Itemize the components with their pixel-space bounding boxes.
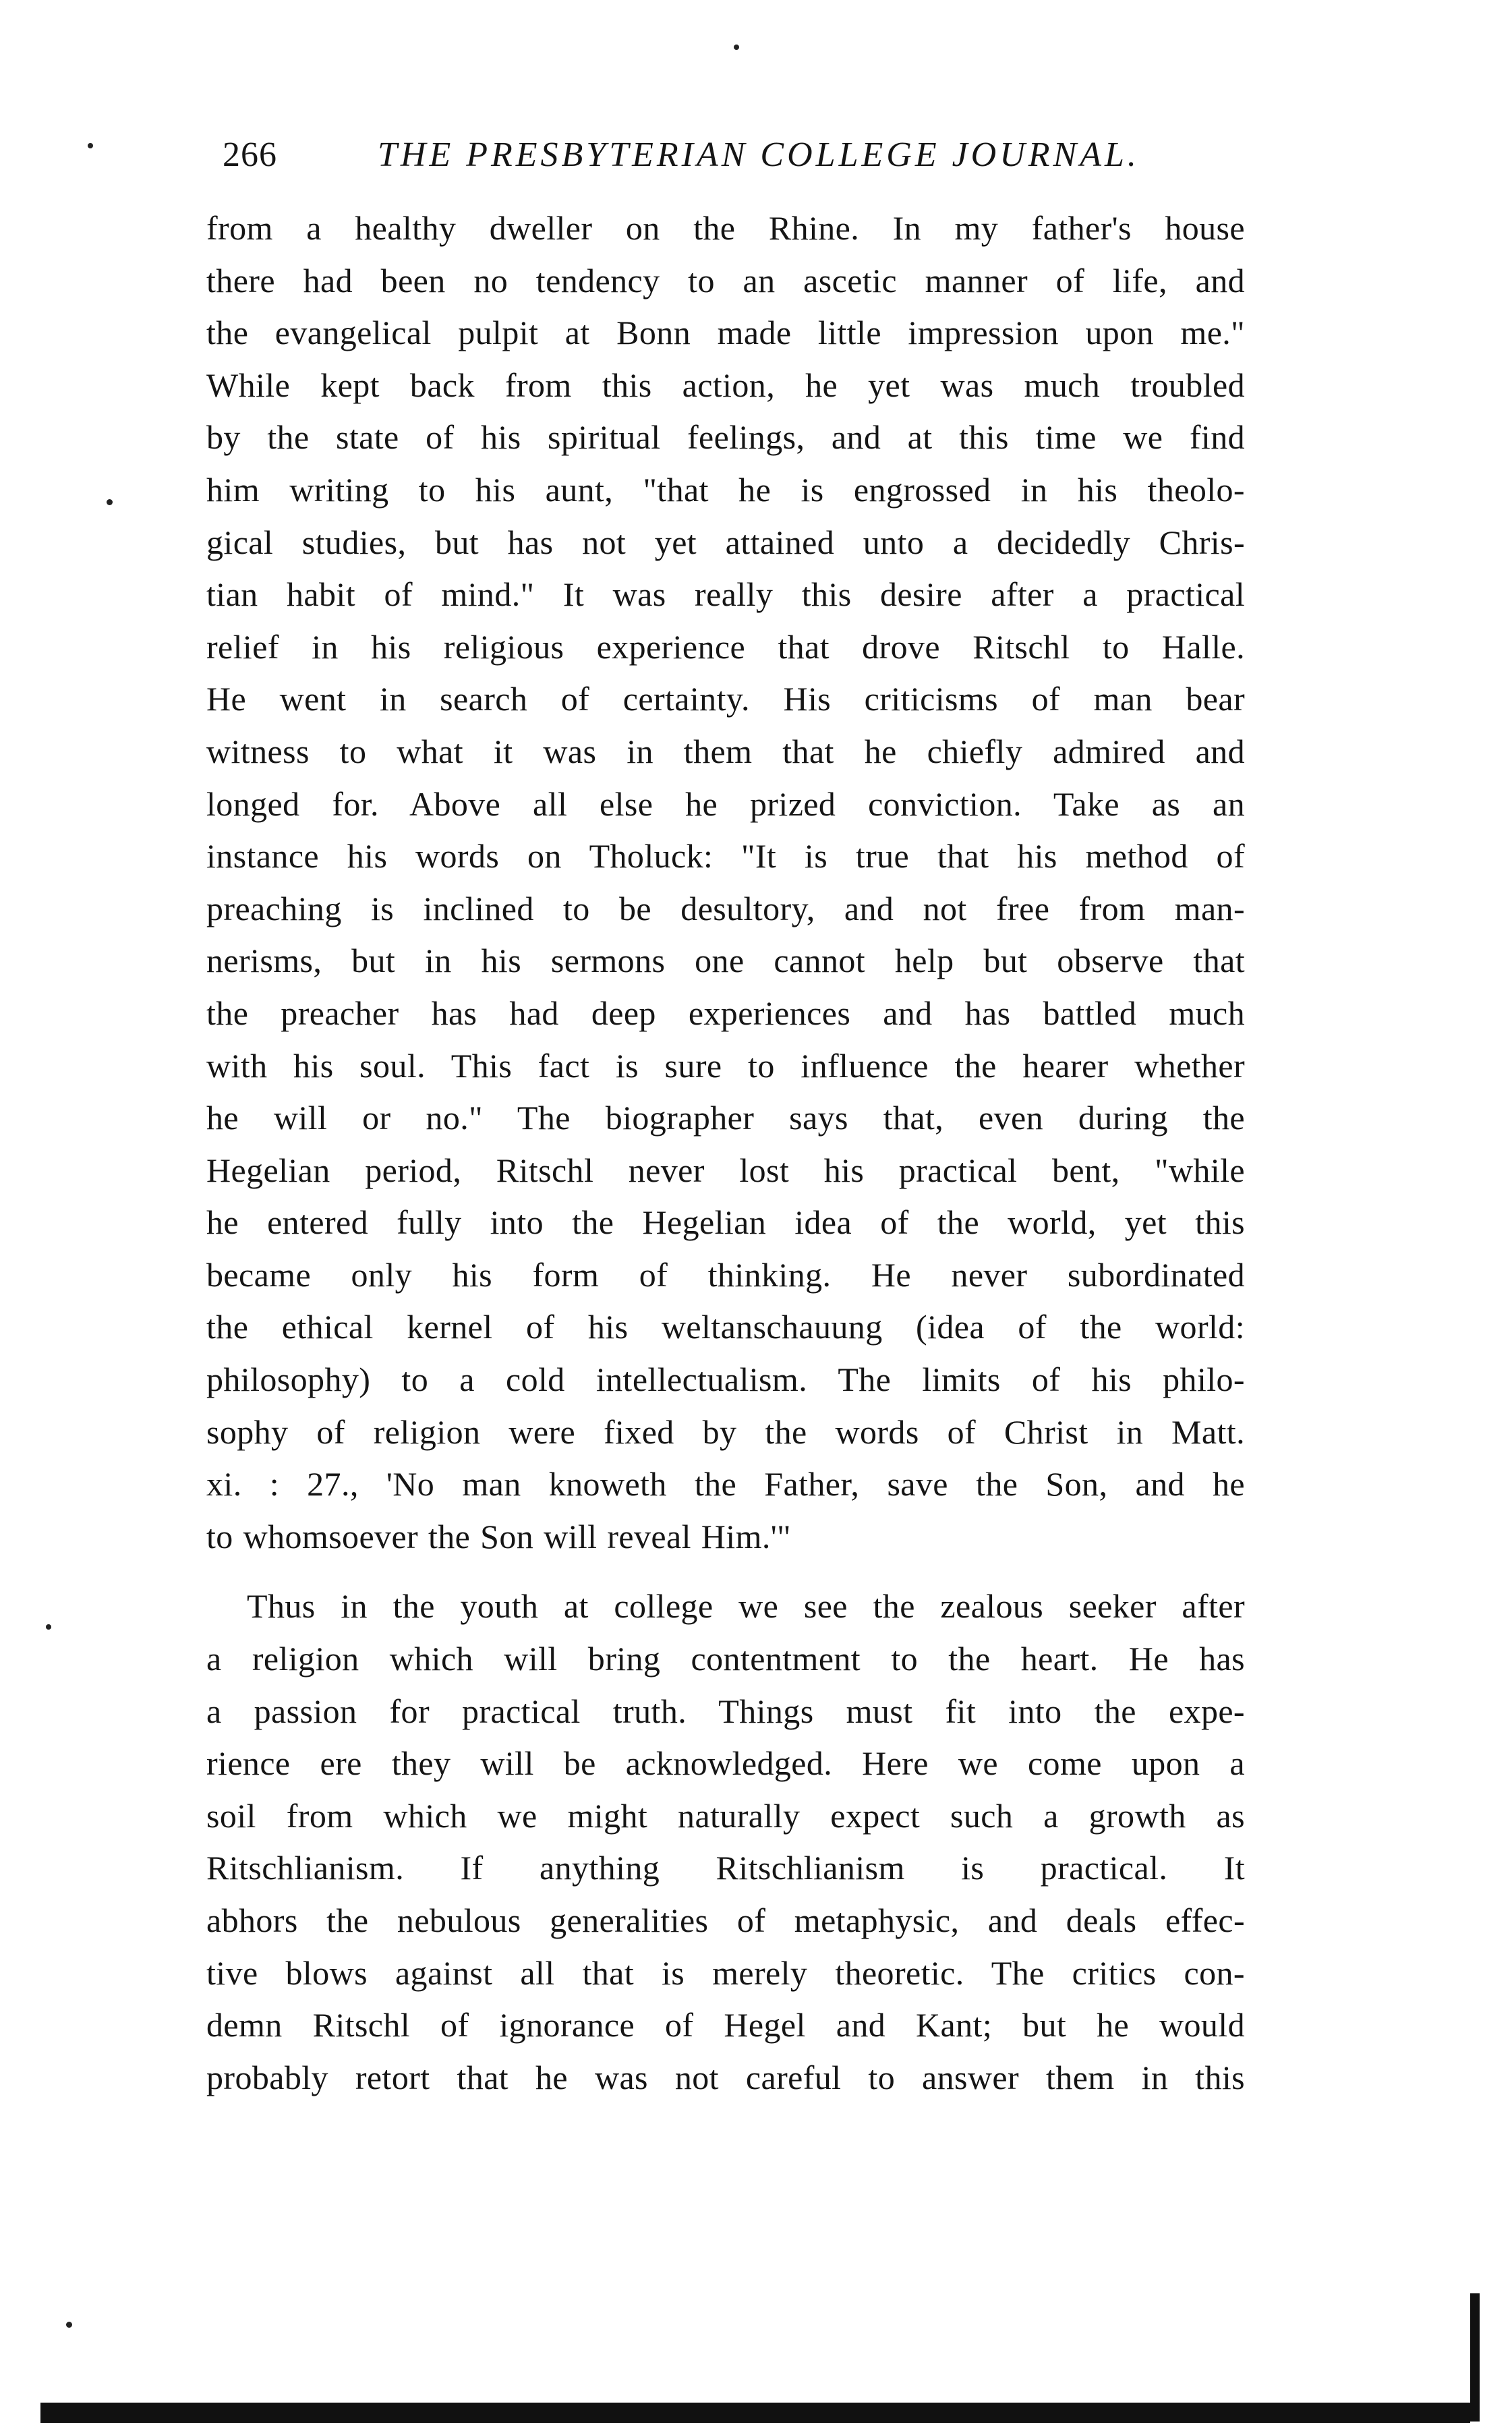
text-line: rience ere they will be acknowledged. Here we come upon a: [206, 1744, 1245, 1783]
text-line: Ritschlianism. If anything Ritschlianism is practical. It: [206, 1849, 1245, 1887]
text-line: xi. : 27., 'No man knoweth the Father, save the Son, and he: [206, 1465, 1245, 1503]
text-line: demn Ritschl of ignorance of Hegel and Kant; but he would: [206, 2006, 1245, 2044]
text-line: the evangelical pulpit at Bonn made little impression upon me.": [206, 314, 1245, 352]
text-line: probably retort that he was not careful to answer them in this: [206, 2058, 1245, 2096]
text-line: instance his words on Tholuck: "It is true that his method of: [206, 837, 1245, 876]
page-header: [223, 135, 1248, 182]
paragraph-2: [206, 1580, 1245, 2104]
text-line: witness to what it was in them that he chiefly admired and: [206, 732, 1245, 770]
text-line: philosophy) to a cold intellectualism. The limits of his philo-: [206, 1360, 1245, 1399]
text-line: he entered fully into the Hegelian idea of the world, yet this: [206, 1203, 1245, 1242]
scan-speck: [734, 45, 739, 50]
text-line: relief in his religious experience that drove Ritschl to Halle.: [206, 627, 1245, 666]
text-line: the ethical kernel of his weltanschauung (idea of the world:: [206, 1308, 1245, 1346]
text-line: sophy of religion were fixed by the words of Christ in Matt.: [206, 1412, 1245, 1451]
body-text: [206, 202, 1245, 2104]
text-line: abhors the nebulous generalities of metaphysic, and deals effec-: [206, 1901, 1245, 1939]
scan-bottom-border: [40, 2403, 1470, 2423]
text-line: there had been no tendency to an ascetic manner of life, and: [206, 261, 1245, 299]
text-line: While kept back from this action, he yet was much troubled: [206, 366, 1245, 404]
scan-edge-shadow: [1470, 2293, 1480, 2422]
text-line: the preacher has had deep experiences and has battled much: [206, 994, 1245, 1032]
text-line: longed for. Above all else he prized conviction. Take as an: [206, 784, 1245, 823]
text-line: tian habit of mind." It was really this desire after a practical: [206, 575, 1245, 614]
text-line: from a healthy dweller on the Rhine. In my father's house: [206, 209, 1245, 247]
scan-speck: [66, 2322, 72, 2328]
text-line: him writing to his aunt, "that he is engrossed in his theolo-: [206, 470, 1245, 509]
text-line: soil from which we might naturally expect such a growth as: [206, 1796, 1245, 1835]
text-line: gical studies, but has not yet attained unto a decidedly Chris-: [206, 523, 1245, 561]
page-number: 266: [223, 136, 277, 174]
text-line: he will or no." The biographer says that, even during the: [206, 1099, 1245, 1137]
text-line: a religion which will bring contentment to the heart. He has: [206, 1640, 1245, 1678]
text-line: nerisms, but in his sermons one cannot help but observe that: [206, 942, 1245, 980]
paragraph-1: [206, 202, 1245, 1563]
text-line: tive blows against all that is merely theoretic. The critics con-: [206, 1953, 1245, 1992]
text-line: to whomsoever the Son will reveal Him.'": [206, 1517, 791, 1555]
text-line: Hegelian period, Ritschl never lost his practical bent, "while: [206, 1151, 1245, 1189]
scan-speck: [107, 499, 113, 505]
running-title: THE PRESBYTERIAN COLLEGE JOURNAL.: [378, 136, 1140, 174]
text-line: a passion for practical truth. Things must fit into the expe-: [206, 1692, 1245, 1730]
text-line: with his soul. This fact is sure to influence the hearer whether: [206, 1046, 1245, 1085]
text-line: preaching is inclined to be desultory, and not free from man-: [206, 889, 1245, 927]
text-line: Thus in the youth at college we see the zealous seeker after: [247, 1587, 1245, 1626]
text-line: by the state of his spiritual feelings, and at this time we find: [206, 418, 1245, 457]
text-line: became only his form of thinking. He never subordinated: [206, 1255, 1245, 1294]
text-line: He went in search of certainty. His criticisms of man bear: [206, 680, 1245, 718]
scan-speck: [46, 1624, 51, 1630]
scan-speck: [88, 143, 93, 148]
